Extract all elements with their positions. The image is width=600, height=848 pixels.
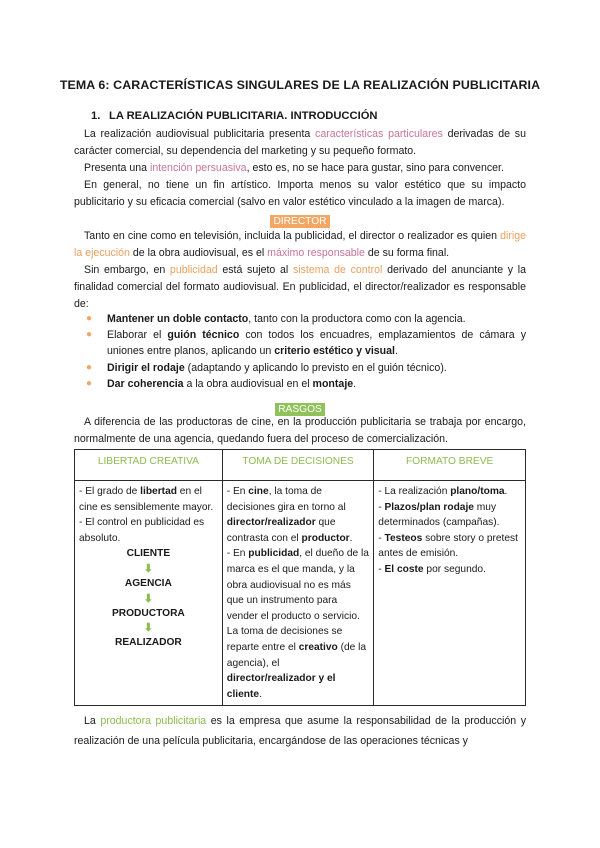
- bold-text: director/realizador y el cliente: [226, 673, 336, 700]
- table-header: TOMA DE DECISIONES: [222, 450, 374, 481]
- text-run: .: [504, 486, 508, 497]
- highlight-text: sistema de control: [292, 264, 383, 276]
- list-item: [74, 376, 526, 392]
- text-run: de la obra audiovisual, es el: [129, 246, 268, 259]
- arrow-down-icon: ⬇: [143, 562, 153, 575]
- director-paragraph-1: [74, 228, 526, 262]
- text-run: de su forma final.: [364, 246, 450, 259]
- text-run: -: [378, 501, 385, 513]
- hierarchy-chain: [79, 546, 218, 650]
- text-run: derivadas de su carácter comercial, su dependencia del marketing y su pequeño formato.: [74, 128, 526, 157]
- bullet-icon: ●: [86, 377, 93, 389]
- highlight-text: dirige la ejecución: [74, 230, 526, 259]
- rasgos-paragraph: A diferencia de las productoras de cine, en la producción publicitaria se trabaja por encargo, normalmente de una agencia, quedando fuera del proceso de comercialización.: [74, 416, 526, 445]
- section-number: 1.: [91, 110, 101, 122]
- highlight-text: máximo responsable: [267, 246, 365, 259]
- bold-text: Mantener un doble contacto: [107, 313, 249, 325]
- closing-paragraph: [74, 711, 526, 751]
- chain-item: CLIENTE: [126, 548, 171, 560]
- director-label: DIRECTOR: [270, 215, 329, 228]
- table-header: LIBERTAD CREATIVA: [75, 450, 223, 481]
- text-run: por segundo.: [423, 563, 486, 575]
- highlight-text: productora publicitaria: [100, 715, 207, 727]
- cell-text: [378, 562, 521, 578]
- section-heading: [91, 110, 377, 122]
- arrow-down-icon: ⬇: [143, 622, 153, 635]
- chain-item: AGENCIA: [124, 577, 172, 589]
- text-run: .: [259, 688, 262, 700]
- bold-text: guión técnico: [167, 329, 240, 342]
- bold-text: libertad: [140, 486, 177, 497]
- bullet-icon: ●: [86, 329, 93, 341]
- intro-paragraph-2: [74, 160, 526, 177]
- text-run: muy determinados (campañas).: [378, 501, 500, 529]
- bold-text: productor: [301, 532, 350, 544]
- text-run: es la empresa que asume la responsabilidad de la producción y realización de una película publicitaria, encargándose de las operaciones técnicas y: [74, 715, 526, 747]
- text-run: , tanto con la productora como con la agencia.: [248, 313, 466, 325]
- intro-paragraph-1: [74, 126, 526, 160]
- section-title: LA REALIZACIÓN PUBLICITARIA. INTRODUCCIÓN: [109, 110, 378, 122]
- cell-text: [79, 484, 218, 515]
- bold-text: publicidad: [248, 548, 300, 560]
- bold-text: montaje: [312, 377, 354, 390]
- text-run: - En: [226, 548, 249, 560]
- text-run: con todos los encuadres, emplazamientos de cámara y uniones entre planos, aplicando un: [107, 329, 526, 358]
- responsibilities-list: [74, 311, 526, 392]
- table-cell-formato: [374, 481, 526, 706]
- director-paragraph-2: [74, 262, 526, 312]
- text-run: Sin embargo, en: [84, 264, 170, 276]
- text-run: que contrasta con el: [226, 517, 336, 544]
- features-table: [74, 449, 526, 706]
- table-header: FORMATO BREVE: [374, 450, 526, 481]
- text-run: (de la agencia), el: [226, 641, 367, 669]
- list-item: [74, 360, 526, 376]
- cell-text: [227, 546, 370, 702]
- text-run: -: [378, 532, 385, 544]
- table-cell-libertad: [75, 481, 223, 706]
- page-title: TEMA 6: CARACTERÍSTICAS SINGULARES DE LA REALIZACIÓN PUBLICITARIA: [59, 78, 541, 92]
- highlight-text: intención persuasiva: [149, 162, 247, 174]
- text-run: (adaptando y aplicando lo previsto en el guión técnico).: [184, 361, 447, 374]
- text-run: - En: [226, 486, 249, 497]
- bullet-icon: ●: [86, 361, 93, 373]
- text-run: , la toma de decisiones gira en torno al: [226, 486, 346, 513]
- chain-item: PRODUCTORA: [111, 607, 185, 619]
- table-row: [75, 481, 526, 706]
- table-header-row: [75, 450, 526, 481]
- text-run: La: [84, 715, 101, 727]
- chain-item: REALIZADOR: [115, 637, 182, 649]
- text-run: La realización audiovisual publicitaria presenta: [84, 128, 316, 140]
- rasgos-label: RASGOS: [275, 403, 325, 416]
- bold-text: creativo: [298, 641, 338, 653]
- text-run: .: [395, 345, 398, 358]
- bold-text: cine: [248, 486, 269, 497]
- cell-text: [378, 531, 521, 562]
- text-run: .: [353, 377, 357, 390]
- text-run: Elaborar el: [107, 329, 168, 342]
- bold-text: plano/toma: [450, 486, 505, 497]
- bold-text: director/realizador: [226, 517, 316, 529]
- bold-text: Plazos/plan rodaje: [384, 501, 474, 513]
- text-run: a la obra audiovisual en el: [183, 377, 313, 390]
- cell-text: [378, 484, 521, 500]
- highlight-text: características particulares: [315, 128, 443, 140]
- text-run: sobre story o pretest antes de emisión.: [378, 532, 518, 560]
- highlight-text: publicidad: [169, 264, 218, 276]
- table-cell-decisiones: [222, 481, 374, 706]
- arrow-down-icon: ⬇: [143, 592, 153, 605]
- bold-text: Testeos: [384, 532, 423, 544]
- bold-text: Dirigir el rodaje: [107, 361, 185, 374]
- text-run: - La realización: [378, 486, 451, 497]
- text-run: en el cine es sensiblemente mayor.: [79, 486, 214, 513]
- bold-text: El coste: [384, 563, 424, 575]
- bold-text: criterio estético y visual: [274, 345, 395, 358]
- bold-text: Dar coherencia: [107, 377, 184, 390]
- text-run: Tanto en cine como en televisión, incluida la publicidad, el director o realizador es quien: [84, 230, 501, 242]
- text-run: , esto es, no se hace para gustar, sino para convencer.: [246, 162, 504, 174]
- text-run: .: [349, 532, 353, 544]
- cell-text: [378, 500, 521, 531]
- list-item: [74, 311, 526, 327]
- text-run: Presenta una: [84, 162, 150, 174]
- text-run: está sujeto al: [217, 264, 293, 276]
- director-heading: [0, 211, 600, 229]
- text-run: derivado del anunciante y la finalidad comercial del formato audiovisual. En publicidad, el director/realizador es responsable de:: [74, 264, 527, 310]
- list-item: [74, 327, 526, 359]
- cell-text: - El control en publicidad es absoluto.: [79, 517, 205, 544]
- intro-paragraph-3: En general, no tiene un fin artístico. Importa menos su valor estético que su impacto publicitario y su eficacia comercial (salvo en valor estético vinculado a la imagen de marca).: [74, 179, 526, 208]
- text-run: -: [378, 563, 385, 575]
- bullet-icon: ●: [86, 313, 93, 324]
- cell-text: [227, 484, 370, 546]
- text-run: , el dueño de la marca es el que manda, y la obra audiovisual no es más que un instrumento para vender el producto o servicio. La toma de decisiones se reparte entre el: [226, 548, 369, 653]
- text-run: - El grado de: [79, 486, 141, 497]
